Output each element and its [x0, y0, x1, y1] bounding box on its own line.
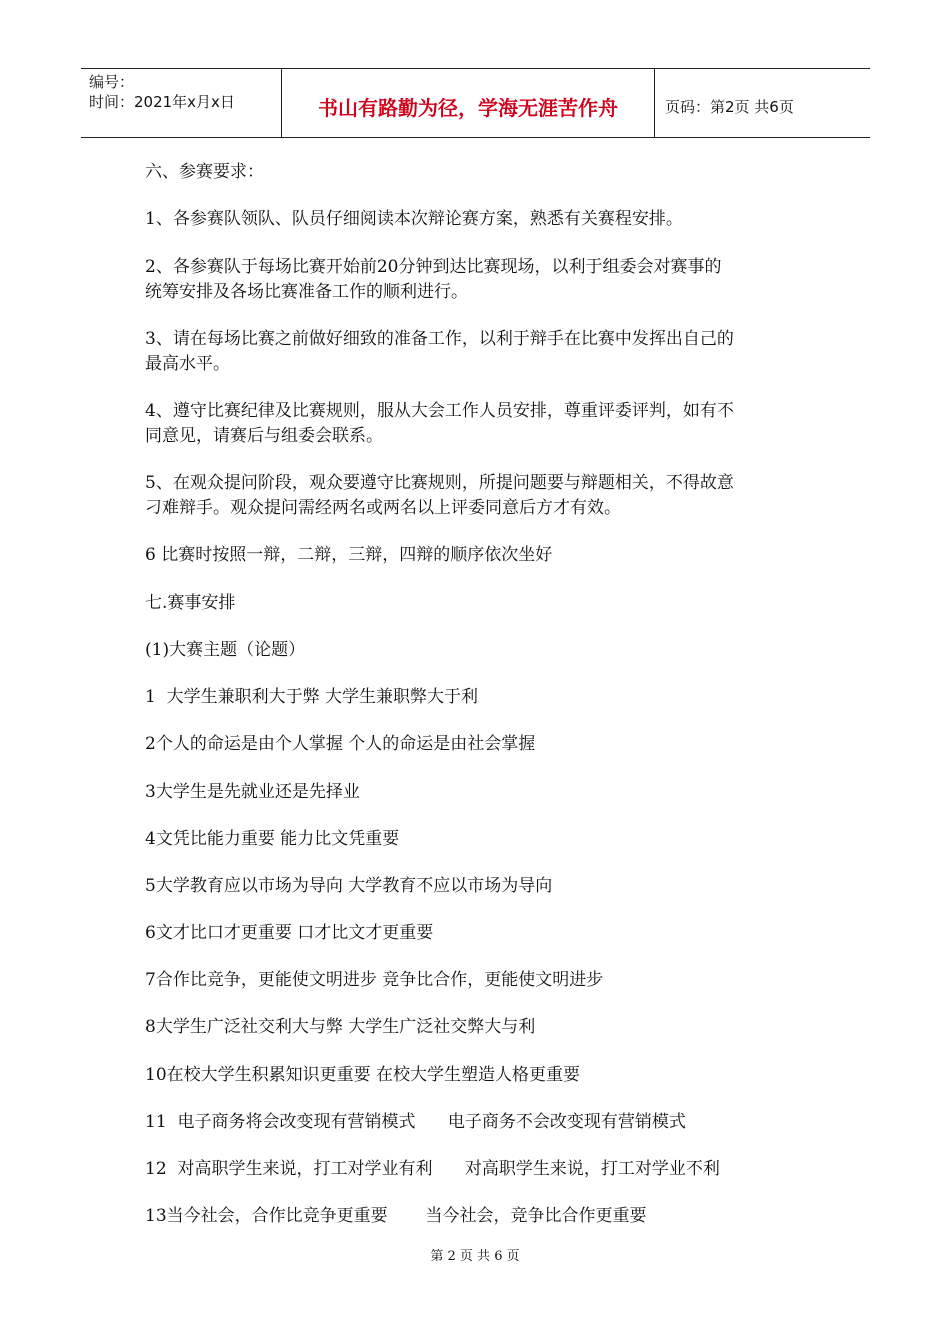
- paragraph-line: 刁难辩手。观众提问需经两名或两名以上评委同意后方才有效。: [145, 498, 621, 518]
- topic-item: 8大学生广泛社交利大与弊 大学生广泛社交弊大与利: [145, 1017, 536, 1037]
- page-footer: 第 2 页 共 6 页: [430, 1249, 520, 1264]
- number-label: 编号：: [89, 73, 135, 91]
- section-heading-requirements: 六、参赛要求：: [145, 162, 264, 182]
- date-label: 时间：2021年x月x日: [89, 93, 235, 111]
- paragraph-line: 4、遵守比赛纪律及比赛规则，服从大会工作人员安排，尊重评委评判，如有不: [145, 401, 734, 421]
- paragraph-line: 5、在观众提问阶段，观众要遵守比赛规则，所提问题要与辩题相关，不得故意: [145, 473, 734, 493]
- topic-item: 1 大学生兼职利大于弊 大学生兼职弊大于利: [145, 687, 479, 707]
- topic-item: 12 对高职学生来说，打工对学业有利 对高职学生来说，打工对学业不利: [145, 1159, 720, 1179]
- topic-item: 11 电子商务将会改变现有营销模式 电子商务不会改变现有营销模式: [145, 1112, 686, 1132]
- page-header: [81, 68, 870, 138]
- section-heading-schedule: 七.赛事安排: [145, 593, 236, 613]
- paragraph-line: 2、各参赛队于每场比赛开始前20分钟到达比赛现场，以利于组委会对赛事的: [145, 257, 722, 277]
- subsection-heading: (1)大赛主题（论题）: [145, 640, 306, 660]
- topic-item: 2个人的命运是由个人掌握 个人的命运是由社会掌握: [145, 734, 536, 754]
- paragraph-line: 统筹安排及各场比赛准备工作的顺利进行。: [145, 282, 468, 302]
- paragraph-line: 3、请在每场比赛之前做好细致的准备工作，以利于辩手在比赛中发挥出自己的: [145, 329, 734, 349]
- header-page-info: 页码：第2页 共6页: [665, 97, 794, 116]
- topic-item: 6文才比口才更重要 口才比文才更重要: [145, 923, 434, 943]
- header-meta: [81, 69, 282, 137]
- topic-item: 10在校大学生积累知识更重要 在校大学生塑造人格更重要: [145, 1065, 581, 1085]
- header-motto: 书山有路勤为径，学海无涯苦作舟: [282, 69, 655, 137]
- paragraph-line: 1、各参赛队领队、队员仔细阅读本次辩论赛方案，熟悉有关赛程安排。: [145, 209, 683, 229]
- topic-item: 5大学教育应以市场为导向 大学教育不应以市场为导向: [145, 876, 553, 896]
- topic-item: 4文凭比能力重要 能力比文凭重要: [145, 829, 400, 849]
- topic-item: 13当今社会，合作比竞争更重要 当今社会，竞争比合作更重要: [145, 1206, 647, 1226]
- paragraph-line: 6 比赛时按照一辩，二辩，三辩，四辩的顺序依次坐好: [145, 545, 553, 565]
- topic-item: 3大学生是先就业还是先择业: [145, 782, 360, 802]
- topic-item: 7合作比竞争，更能使文明进步 竞争比合作，更能使文明进步: [145, 970, 604, 990]
- paragraph-line: 同意见，请赛后与组委会联系。: [145, 426, 383, 446]
- paragraph-line: 最高水平。: [145, 354, 230, 374]
